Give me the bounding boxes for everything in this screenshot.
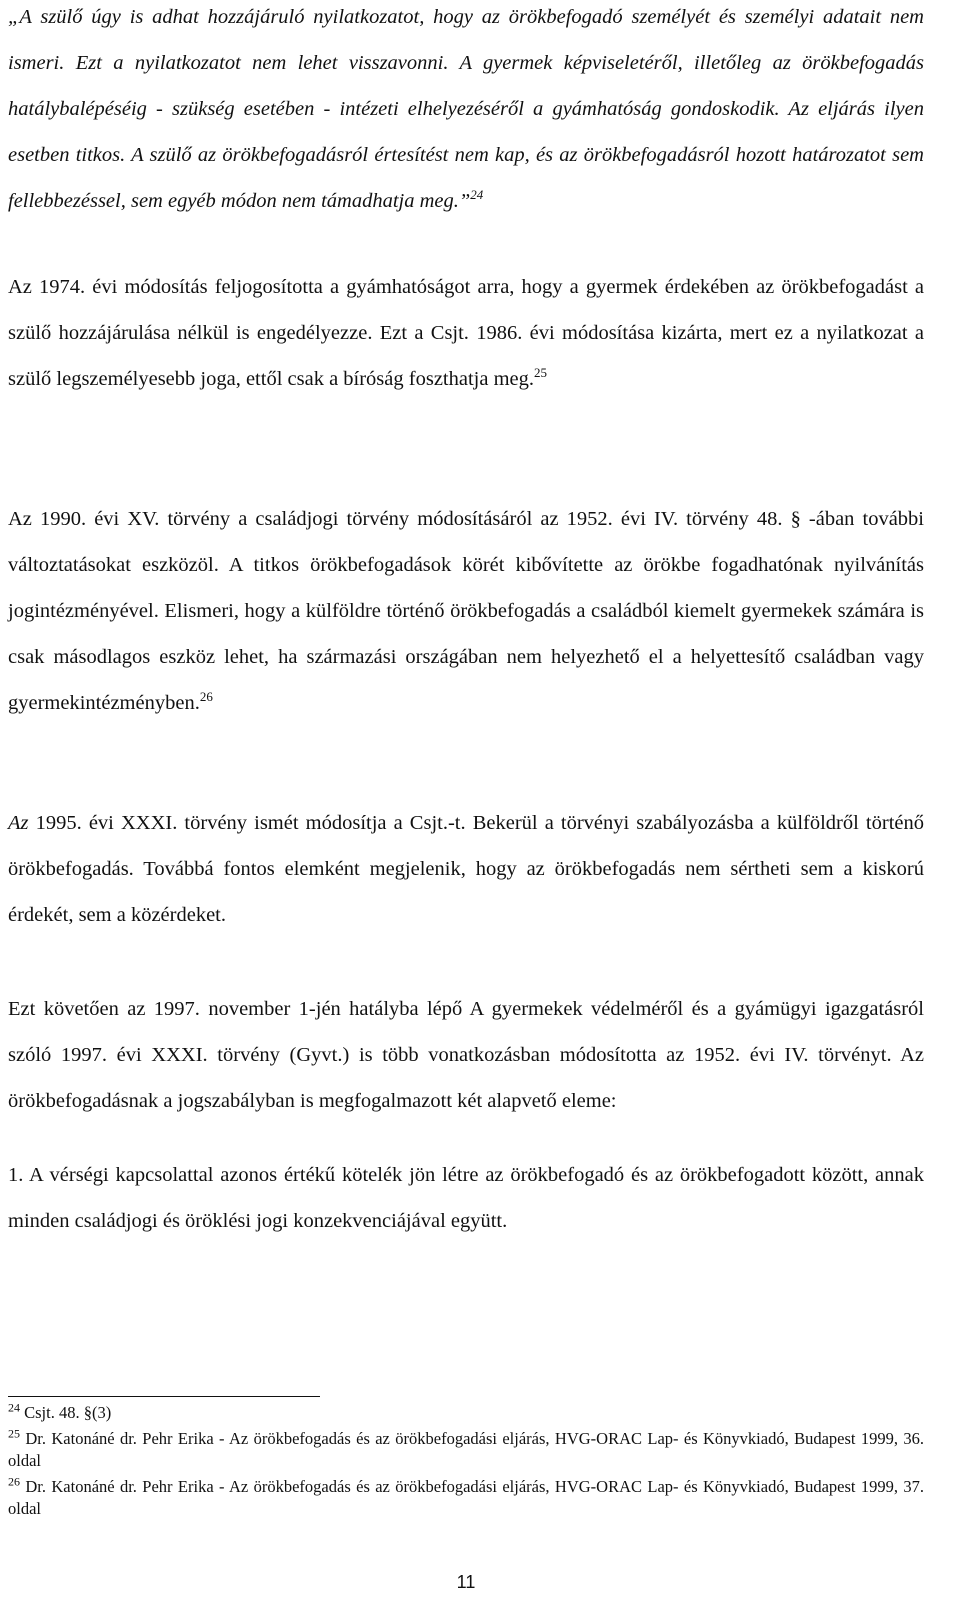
document-page [8, 0, 924, 1624]
footnote-number: 25 [8, 1426, 20, 1441]
paragraph-text: Ezt követően az 1997. november 1-jén hatályba lépő A gyermekek védelméről és a gyámügyi igazgatásról szóló 1997. évi XXXI. törvény (Gyvt.) is több vonatkozásban módosította az 1952. évi IV. törvényt. Az örökbefogadásnak a jogszabályban is megfogalmazott két alapvető eleme: [8, 998, 924, 1112]
footnote-24 [8, 1402, 924, 1424]
footnote-text: Csjt. 48. §(3) [20, 1403, 112, 1422]
paragraph-text: 1. A vérségi kapcsolattal azonos értékű kötelék jön létre az örökbefogadó és az örökbefogadott között, annak minden családjogi és öröklési jogi konzekvenciájával együtt. [8, 1164, 924, 1232]
paragraph-text: Az 1974. évi módosítás feljogosította a gyámhatóságot arra, hogy a gyermek érdekében az örökbefogadást a szülő hozzájárulása nélkül is engedélyezze. Ezt a Csjt. 1986. évi módosítása kizárta, mert ez a nyilatkozat a szülő legszemélyesebb joga, ettől csak a bíróság foszthatja meg. [8, 276, 924, 390]
paragraph-1997-gyvt [8, 986, 924, 1124]
paragraph-1974-amendment [8, 264, 924, 402]
list-item-1 [8, 1152, 924, 1244]
quote-paragraph [8, 0, 924, 224]
paragraph-1990-law [8, 496, 924, 726]
paragraph-text: 1995. évi XXXI. törvény ismét módosítja a Csjt.-t. Bekerül a törvényi szabályozásba a külföldről történő örökbefogadás. Továbbá fontos elemként megjelenik, hogy az örökbefogadás nem sértheti sem a kiskorú érdekét, sem a közérdeket. [8, 812, 924, 926]
footnote-25 [8, 1428, 924, 1472]
paragraph-text: „A szülő úgy is adhat hozzájáruló nyilatkozatot, hogy az örökbefogadó személyét és személyi adatait nem ismeri. Ezt a nyilatkozatot nem lehet visszavonni. A gyermek képviseletéről, illetőleg az örökbefogadás hatálybalépéséig - szükség esetében - intézeti elhelyezéséről a gyámhatóság gondoskodik. Az eljárás ilyen esetben titkos. A szülő az örökbefogadásról értesítést nem kap, és az örökbefogadásról hozott határozatot sem fellebbezéssel, sem egyéb módon nem támadhatja meg.” [8, 6, 924, 212]
footnote-text: Dr. Katonáné dr. Pehr Erika - Az örökbefogadás és az örökbefogadási eljárás, HVG-ORAC Lap- és Könyvkiadó, Budapest 1999, 37. oldal [8, 1477, 924, 1518]
footnote-ref-25[interactable]: 25 [534, 365, 547, 381]
paragraph-text: Az 1990. évi XV. törvény a családjogi törvény módosításáról az 1952. évi IV. törvény 48. § -ában további változtatásokat eszközöl. A titkos örökbefogadások körét kibővítette az örökbe fogadhatónak nyilvánítás jogintézményével. Elismeri, hogy a külföldre történő örökbefogadás a családból kiemelt gyermekek számára is csak másodlagos eszköz lehet, ha származási országában nem helyezhető el a helyettesítő családban vagy gyermekintézményben. [8, 508, 924, 714]
footnotes [8, 1402, 924, 1524]
footnote-text: Dr. Katonáné dr. Pehr Erika - Az örökbefogadás és az örökbefogadási eljárás, HVG-ORAC Lap- és Könyvkiadó, Budapest 1999, 36. oldal [8, 1429, 924, 1470]
paragraph-1995-law [8, 800, 924, 938]
footnote-number: 24 [8, 1400, 20, 1415]
footnote-number: 26 [8, 1474, 20, 1489]
page-number: 11 [456, 1572, 476, 1592]
footnote-26 [8, 1476, 924, 1520]
footnote-ref-24[interactable]: 24 [470, 187, 484, 203]
footnote-separator [8, 1396, 320, 1397]
paragraph-lead: Az [8, 812, 29, 834]
footnote-ref-26[interactable]: 26 [199, 689, 213, 705]
